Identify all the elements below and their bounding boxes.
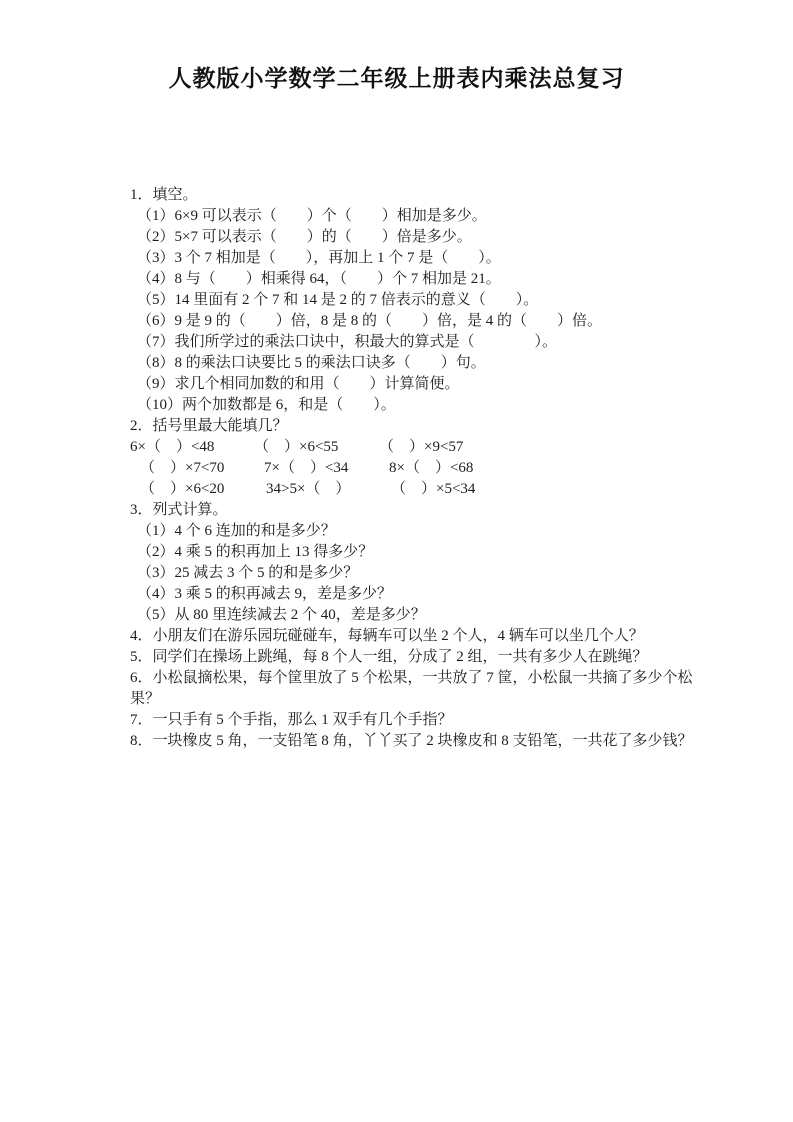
section1-heading: 1．填空。 [130,187,198,203]
word-problem-5: 5．同学们在操场上跳绳，每 8 个人一组，分成了 2 组，一共有多少人在跳绳？ [130,649,648,665]
fill-blank-item-4: （4）8 与（ ）相乘得 64，（ ）个 7 相加是 21。 [137,271,501,287]
expression-cell: （ ）×6<55 [254,439,339,455]
fill-blank-item-8: （8）8 的乘法口诀要比 5 的乘法口诀多（ ）句。 [137,355,486,371]
expression-cell: 8×（ ）<68 [389,460,474,476]
expression-cell: 34>5×（ ） [266,481,351,497]
fill-blank-item-5: （5）14 里面有 2 个 7 和 14 是 2 的 7 倍表示的意义（ ）。 [137,292,539,308]
calc-item-2: （2）4 乘 5 的积再加上 13 得多少？ [137,544,374,560]
expression-row-3 [130,479,700,500]
page-title: 人教版小学数学二年级上册表内乘法总复习 [168,65,625,91]
expression-cell: （ ）×6<20 [140,481,225,497]
calc-item-4: （4）3 乘 5 的积再减去 9，差是多少？ [137,586,393,602]
word-problem-8: 8．一块橡皮 5 角，一支铅笔 8 角，丫丫买了 2 块橡皮和 8 支铅笔，一共花了多少钱？ [130,733,693,749]
worksheet-body [130,185,700,752]
fill-blank-item-6: （6）9 是 9 的（ ）倍，8 是 8 的（ ）倍，是 4 的（ ）倍。 [137,313,603,329]
fill-blank-item-2: （2）5×7 可以表示（ ）的（ ）倍是多少。 [137,229,472,245]
expression-row-2 [130,458,700,479]
fill-blank-item-1: （1）6×9 可以表示（ ）个（ ）相加是多少。 [137,208,487,224]
expression-cell: 7×（ ）<34 [264,460,349,476]
section2-heading: 2．括号里最大能填几？ [130,418,288,434]
calc-item-1: （1）4 个 6 连加的和是多少？ [137,523,336,539]
expression-cell: （ ）×9<57 [379,439,464,455]
fill-blank-item-3: （3）3 个 7 相加是（ ），再加上 1 个 7 是（ ）。 [137,250,501,266]
calc-item-3: （3）25 减去 3 个 5 的和是多少？ [137,565,359,581]
fill-blank-item-10: （10）两个加数都是 6，和是（ ）。 [137,397,396,413]
expression-cell: （ ）×5<34 [391,481,476,497]
calc-item-5: （5）从 80 里连续减去 2 个 40，差是多少？ [137,607,426,623]
expression-cell: 6×（ ）<48 [130,439,215,455]
word-problem-6-wrap: 果？ [130,691,161,707]
expression-cell: （ ）×7<70 [140,460,225,476]
section3-heading: 3．列式计算。 [130,502,228,518]
fill-blank-item-7: （7）我们所学过的乘法口诀中，积最大的算式是（ ）。 [137,334,558,350]
word-problem-7: 7．一只手有 5 个手指，那么 1 双手有几个手指？ [130,712,453,728]
word-problem-4: 4．小朋友们在游乐园玩碰碰车，每辆车可以坐 2 个人，4 辆车可以坐几个人？ [130,628,644,644]
word-problem-6: 6．小松鼠摘松果，每个筐里放了 5 个松果，一共放了 7 筐，小松鼠一共摘了多少个松 [130,670,693,686]
expression-row-1 [130,437,700,458]
fill-blank-item-9: （9）求几个相同加数的和用（ ）计算简便。 [137,376,460,392]
